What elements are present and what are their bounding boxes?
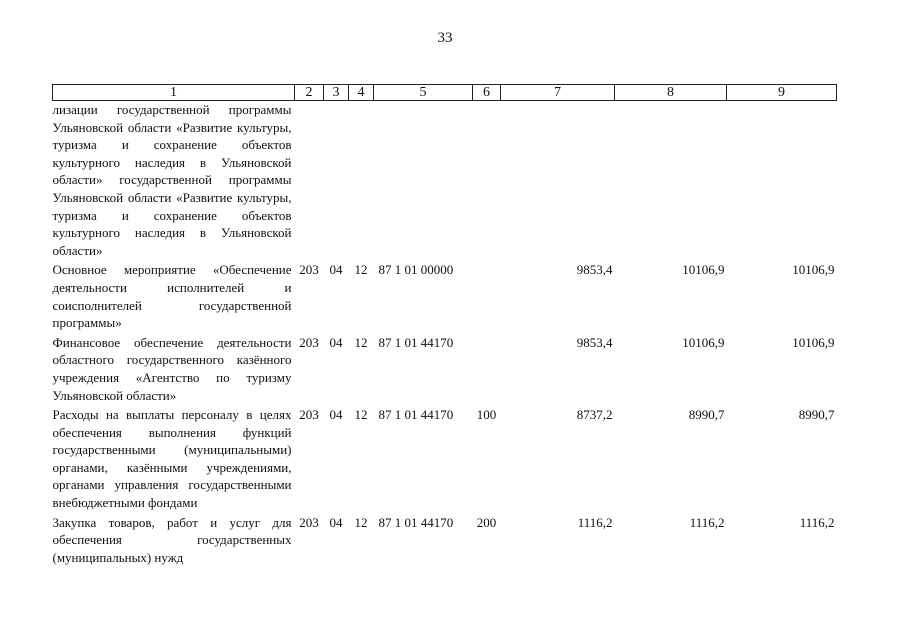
column-header-2: 2 [295, 85, 324, 101]
cell-amount-col8: 8990,7 [688, 407, 725, 423]
cell-amount-col8 [615, 101, 727, 260]
cell-amount-col7: 8737,2 [576, 407, 613, 423]
cell-amount-col7: 1116,2 [577, 514, 613, 530]
cell-subsection: 12 [354, 262, 368, 278]
column-header-3: 3 [324, 85, 349, 101]
column-header-5: 5 [374, 85, 473, 101]
cell-amount-col9: 1116,2 [799, 514, 835, 530]
cell-target-article [374, 101, 473, 260]
cell-subsection: 12 [354, 514, 368, 530]
table-row [53, 404, 837, 512]
cell-expense-type [473, 259, 501, 331]
cell-admin-code [295, 101, 324, 260]
cell-admin-code: 203 [299, 262, 319, 278]
cell-expense-type: 100 [476, 407, 497, 423]
row-description: Основное мероприятие «Обеспечение деятельности исполнителей и соисполнителей государственной программы» [52, 262, 292, 331]
column-header-6: 6 [473, 85, 501, 101]
cell-section: 04 [329, 334, 343, 350]
table-row [53, 332, 837, 404]
cell-admin-code: 203 [299, 407, 319, 423]
cell-section [324, 101, 349, 260]
cell-amount-col9 [727, 101, 837, 260]
budget-table [52, 84, 837, 566]
cell-subsection: 12 [354, 334, 368, 350]
table-row [53, 101, 837, 260]
page-number: 33 [437, 30, 453, 46]
cell-target-article: 87 1 01 44170 [378, 514, 454, 530]
cell-amount-col8: 10106,9 [682, 334, 725, 350]
cell-amount-col7: 9853,4 [576, 262, 613, 278]
cell-expense-type: 200 [476, 514, 497, 530]
cell-subsection [349, 101, 374, 260]
cell-amount-col9: 10106,9 [792, 334, 835, 350]
table-row [53, 512, 837, 567]
cell-amount-col9: 10106,9 [792, 262, 835, 278]
cell-target-article: 87 1 01 00000 [378, 262, 454, 278]
cell-admin-code: 203 [299, 334, 319, 350]
column-header-9: 9 [727, 85, 837, 101]
cell-expense-type [473, 101, 501, 260]
cell-amount-col8: 1116,2 [689, 514, 725, 530]
table-row [53, 259, 837, 331]
table-body [53, 101, 837, 567]
row-description: Расходы на выплаты персоналу в целях обеспечения выполнения функций государственными (муниципальными) органами, казёнными учреждениями, органами управления государственными внебюджетными фондами [52, 407, 292, 511]
cell-subsection: 12 [354, 407, 368, 423]
cell-amount-col7 [501, 101, 615, 260]
cell-amount-col7: 9853,4 [576, 334, 613, 350]
row-description: лизации государственной программы Ульяновской области «Развитие культуры, туризма и сохранение объектов культурного наследия в Ульяновской области» государственной программы Ульяновской области «Развитие культуры, туризма и сохранение объектов культурного наследия в Ульяновской области» [52, 102, 292, 258]
cell-expense-type [473, 332, 501, 404]
column-header-4: 4 [349, 85, 374, 101]
column-header-8: 8 [615, 85, 727, 101]
row-description: Финансовое обеспечение деятельности областного государственного казённого учреждения «Агентство по туризму Ульяновской области» [52, 334, 292, 403]
cell-target-article: 87 1 01 44170 [378, 334, 454, 350]
cell-target-article: 87 1 01 44170 [378, 407, 454, 423]
cell-section: 04 [329, 262, 343, 278]
row-description: Закупка товаров, работ и услуг для обеспечения государственных (муниципальных) нужд [52, 514, 292, 565]
column-header-7: 7 [501, 85, 615, 101]
cell-amount-col9: 8990,7 [798, 407, 835, 423]
cell-amount-col8: 10106,9 [682, 262, 725, 278]
cell-section: 04 [329, 407, 343, 423]
table-header [53, 85, 837, 101]
column-header-1: 1 [53, 85, 295, 101]
cell-section: 04 [329, 514, 343, 530]
cell-admin-code: 203 [299, 514, 319, 530]
